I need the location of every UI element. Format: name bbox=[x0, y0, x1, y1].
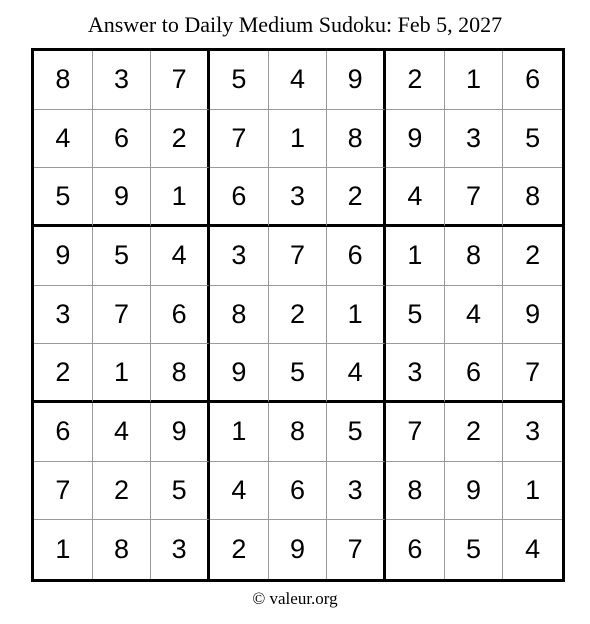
sudoku-cell: 2 bbox=[34, 344, 93, 403]
sudoku-cell: 8 bbox=[210, 286, 269, 345]
sudoku-cell: 3 bbox=[34, 286, 93, 345]
sudoku-cell: 4 bbox=[210, 462, 269, 521]
sudoku-cell: 4 bbox=[445, 286, 504, 345]
sudoku-cell: 9 bbox=[327, 51, 386, 110]
sudoku-cell: 3 bbox=[269, 168, 328, 227]
sudoku-cell: 6 bbox=[503, 51, 562, 110]
sudoku-cell: 8 bbox=[445, 227, 504, 286]
sudoku-cell: 5 bbox=[327, 403, 386, 462]
sudoku-cell: 9 bbox=[503, 286, 562, 345]
sudoku-cell: 2 bbox=[151, 110, 210, 169]
sudoku-cell: 1 bbox=[151, 168, 210, 227]
sudoku-cell: 4 bbox=[269, 51, 328, 110]
sudoku-cell: 4 bbox=[386, 168, 445, 227]
sudoku-cell: 6 bbox=[151, 286, 210, 345]
sudoku-cell: 3 bbox=[210, 227, 269, 286]
sudoku-cell: 7 bbox=[34, 462, 93, 521]
sudoku-cell: 2 bbox=[93, 462, 152, 521]
sudoku-cell: 6 bbox=[210, 168, 269, 227]
page-title: Answer to Daily Medium Sudoku: Feb 5, 2027 bbox=[87, 12, 503, 37]
sudoku-cell: 7 bbox=[210, 110, 269, 169]
sudoku-cell: 3 bbox=[503, 403, 562, 462]
sudoku-cell: 3 bbox=[93, 51, 152, 110]
sudoku-cell: 5 bbox=[210, 51, 269, 110]
sudoku-cell: 1 bbox=[327, 286, 386, 345]
sudoku-cell: 1 bbox=[445, 51, 504, 110]
sudoku-cell: 5 bbox=[269, 344, 328, 403]
sudoku-cell: 5 bbox=[386, 286, 445, 345]
sudoku-cell: 8 bbox=[93, 520, 152, 579]
sudoku-cell: 6 bbox=[445, 344, 504, 403]
sudoku-cell: 7 bbox=[269, 227, 328, 286]
sudoku-cell: 5 bbox=[93, 227, 152, 286]
sudoku-cell: 3 bbox=[151, 520, 210, 579]
sudoku-cell: 7 bbox=[327, 520, 386, 579]
sudoku-cell: 6 bbox=[327, 227, 386, 286]
sudoku-cell: 3 bbox=[327, 462, 386, 521]
sudoku-cell: 9 bbox=[269, 520, 328, 579]
sudoku-cell: 6 bbox=[93, 110, 152, 169]
sudoku-cell: 8 bbox=[386, 462, 445, 521]
sudoku-cell: 2 bbox=[210, 520, 269, 579]
sudoku-cell: 7 bbox=[151, 51, 210, 110]
sudoku-cell: 8 bbox=[34, 51, 93, 110]
sudoku-cell: 1 bbox=[269, 110, 328, 169]
sudoku-cell: 7 bbox=[386, 403, 445, 462]
copyright-footer: © valeur.org bbox=[252, 589, 338, 608]
sudoku-cell: 1 bbox=[34, 520, 93, 579]
sudoku-cell: 1 bbox=[93, 344, 152, 403]
sudoku-cell: 5 bbox=[34, 168, 93, 227]
sudoku-cell: 9 bbox=[445, 462, 504, 521]
sudoku-board bbox=[31, 48, 565, 582]
sudoku-cell: 3 bbox=[386, 344, 445, 403]
sudoku-cell: 2 bbox=[269, 286, 328, 345]
sudoku-cell: 9 bbox=[151, 403, 210, 462]
sudoku-cell: 8 bbox=[327, 110, 386, 169]
sudoku-cell: 2 bbox=[445, 403, 504, 462]
sudoku-cell: 3 bbox=[445, 110, 504, 169]
sudoku-cell: 5 bbox=[503, 110, 562, 169]
sudoku-cell: 9 bbox=[93, 168, 152, 227]
sudoku-cell: 8 bbox=[503, 168, 562, 227]
sudoku-cell: 9 bbox=[210, 344, 269, 403]
sudoku-cell: 2 bbox=[503, 227, 562, 286]
sudoku-cell: 6 bbox=[269, 462, 328, 521]
sudoku-cell: 1 bbox=[503, 462, 562, 521]
sudoku-cell: 7 bbox=[445, 168, 504, 227]
sudoku-cell: 4 bbox=[93, 403, 152, 462]
sudoku-cell: 7 bbox=[93, 286, 152, 345]
sudoku-cell: 2 bbox=[327, 168, 386, 227]
sudoku-cell: 8 bbox=[151, 344, 210, 403]
sudoku-cell: 9 bbox=[386, 110, 445, 169]
sudoku-cell: 2 bbox=[386, 51, 445, 110]
sudoku-cell: 5 bbox=[151, 462, 210, 521]
sudoku-cell: 4 bbox=[151, 227, 210, 286]
sudoku-cell: 6 bbox=[34, 403, 93, 462]
sudoku-cell: 4 bbox=[34, 110, 93, 169]
sudoku-cell: 1 bbox=[386, 227, 445, 286]
sudoku-cell: 4 bbox=[327, 344, 386, 403]
sudoku-cell: 4 bbox=[525, 534, 541, 565]
sudoku-cell: 8 bbox=[269, 403, 328, 462]
sudoku-cell: 5 bbox=[445, 520, 504, 579]
sudoku-cell: 6 bbox=[386, 520, 445, 579]
sudoku-cell: 7 bbox=[503, 344, 562, 403]
sudoku-cell: 1 bbox=[210, 403, 269, 462]
sudoku-cell: 9 bbox=[34, 227, 93, 286]
